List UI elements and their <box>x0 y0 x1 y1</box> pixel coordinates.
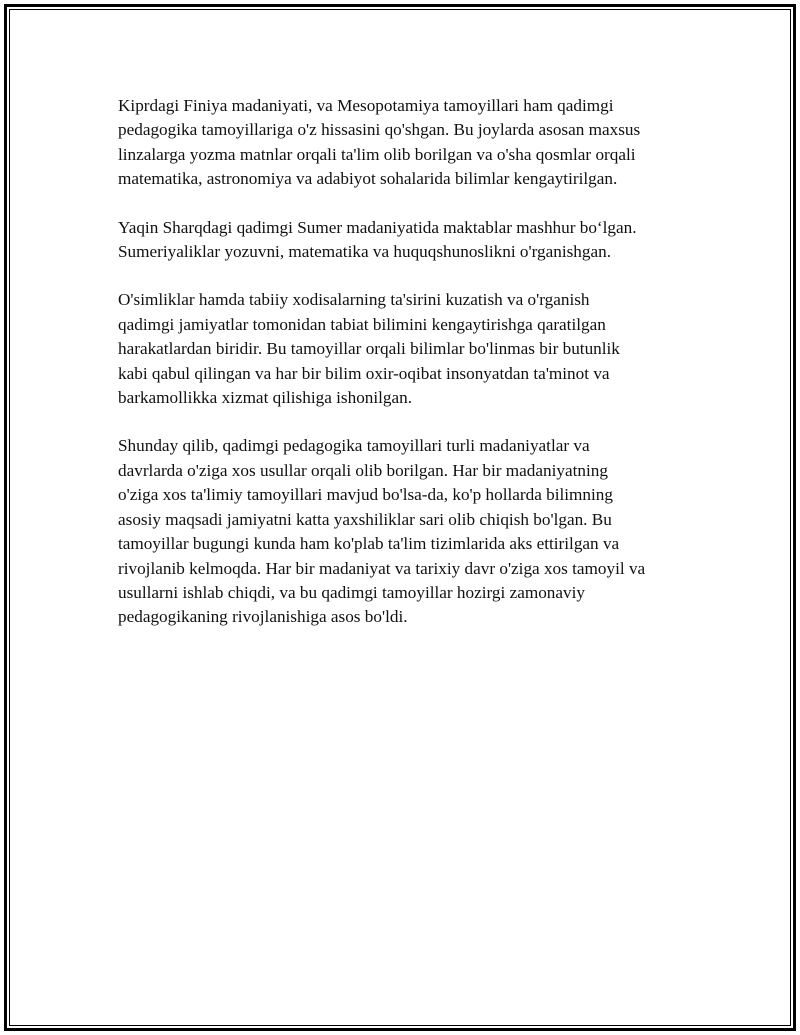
paragraph-line: qadimgi jamiyatlar tomonidan tabiat bilimini kengaytirishga qaratilgan <box>118 314 606 334</box>
paragraph-line: harakatlardan biridir. Bu tamoyillar orqali bilimlar bo'linmas bir butunlik <box>118 339 620 359</box>
paragraph-xulosa <box>118 434 688 629</box>
paragraph-line: tamoyillar bugungi kunda ham ko'plab ta'lim tizimlarida aks ettirilgan va <box>118 534 620 554</box>
paragraph-line: o'ziga xos ta'limiy tamoyillari mavjud bo'lsa-da, ko'p hollarda bilimning <box>118 485 613 505</box>
paragraph-sumer <box>118 216 688 265</box>
paragraph-line: barkamollikka xizmat qilishiga ishonilgan. <box>118 388 413 408</box>
paragraph-finiya-mesopotamiya <box>118 94 688 192</box>
paragraph-line: linzalarga yozma matnlar orqali ta'lim olib borilgan va o'sha qosmlar orqali <box>118 144 636 164</box>
paragraph-line: rivojlanib kelmoqda. Har bir madaniyat va tarixiy davr o'ziga xos tamoyil va <box>118 558 646 578</box>
paragraph-line: asosiy maqsadi jamiyatni katta yaxshiliklar sari olib chiqish bo'lgan. Bu <box>118 509 612 529</box>
paragraph-line: Yaqin Sharqdagi qadimgi Sumer madaniyatida maktablar mashhur bo‘lgan. <box>118 217 637 237</box>
paragraph-line: O'simliklar hamda tabiiy xodisalarning ta'sirini kuzatish va o'rganish <box>118 290 590 310</box>
paragraph-line: pedagogikaning rivojlanishiga asos bo'ldi. <box>118 607 408 627</box>
paragraph-tabiat-bilimi <box>118 288 688 410</box>
paragraph-line: Sumeriyaliklar yozuvni, matematika va huquqshunoslikni o'rganishgan. <box>118 242 612 262</box>
paragraph-line: pedagogika tamoyillariga o'z hissasini qo'shgan. Bu joylarda asosan maxsus <box>118 120 641 140</box>
paragraph-line: usullarni ishlab chiqdi, va bu qadimgi tamoyillar hozirgi zamonaviy <box>118 582 585 602</box>
paragraph-line: davrlarda o'ziga xos usullar orqali olib borilgan. Har bir madaniyatning <box>118 460 608 480</box>
paragraph-line: matematika, astronomiya va adabiyot sohalarida bilimlar kengaytirilgan. <box>118 169 618 189</box>
paragraph-line: Kiprdagi Finiya madaniyati, va Mesopotamiya tamoyillari ham qadimgi <box>118 96 614 115</box>
paragraph-line: kabi qabul qilingan va har bir bilim oxir-oqibat insonyatdan ta'minot va <box>118 363 610 383</box>
paragraph-line: Shunday qilib, qadimgi pedagogika tamoyillari turli madaniyatlar va <box>118 436 590 456</box>
document-body <box>118 94 688 654</box>
